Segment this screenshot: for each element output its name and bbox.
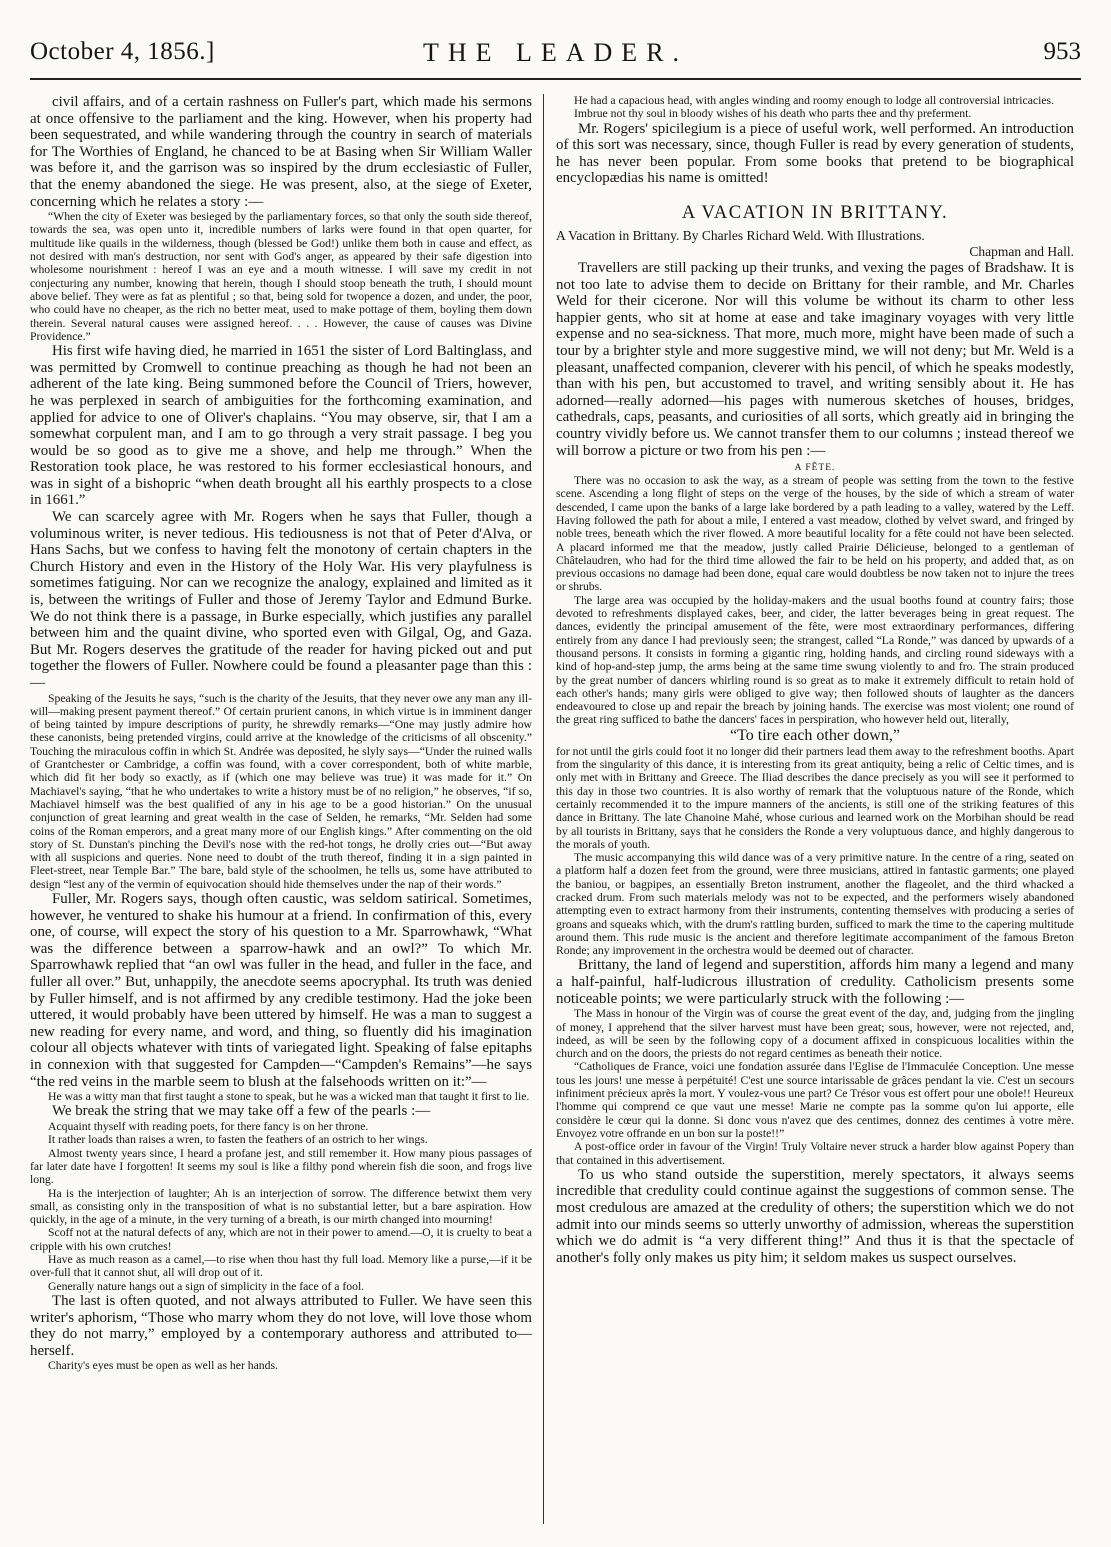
publisher-line: Chapman and Hall.	[969, 243, 1074, 259]
body-paragraph: His first wife having died, he married in 1651 the sister of Lord Baltinglass, and was permitted by Cromwell to continue preaching as though he had not been an adherent of the late king. Being summoned before the Council of Triers, however, he was perplexed in search of ambiguities for the forthcoming examination, and applied for advice to one of Oliver's chaplains. “You may observe, sir, that I am a somewhat corpulent man, and I am to go through a very strait passage. I beg you would be so good as to give me a shove, and help me through.” When the Restoration took place, he was restored to his former ecclesiastical honours, and was in sight of a bishopric “when death brought all his earthly prospects to a close in 1661.”	[30, 343, 532, 509]
quoted-paragraph: The Mass in honour of the Virgin was of course the great event of the day, and, judging from the jingling of money, I apprehend that the silver harvest must have been great; sous, however, were not rejected, and, indeed, as will be seen by the following copy of a document affixed in conspicuous localities within the church and on the doors, the priests do not regard centimes as beneath their notice.	[556, 1007, 1074, 1061]
quoted-paragraph: There was no occasion to ask the way, as a stream of people was setting from the town to the festive scene. Ascending a long flight of steps on the verge of the houses, by the side of which a stream of water descended, I came upon the banks of a large lake bordered by a path leading to a valley, watered by the Leff. Having followed the path for about a mile, I entered a vast meadow, clothed by velvet sward, and fringed by noble trees, beneath which the river flowed. A more beautiful locality for a fête could not have been selected. A placard informed me that the meadow, justly called Prairie Délicieuse, belonged to a gentleman of Châtelaudren, who had for the third time allowed the fair to be held on his property, and added that, as on previous occasions no damage had been done, equal care would doubtless be now taken not to injure the trees or shrubs.	[556, 474, 1074, 594]
newspaper-title: THE LEADER.	[422, 38, 689, 67]
quoted-paragraph: Generally nature hangs out a sign of simplicity in the face of a fool.	[48, 1279, 365, 1293]
quoted-paragraph: Speaking of the Jesuits he says, “such is the charity of the Jesuits, that they never owe any man any ill-will—making present payment thereof.” Of certain prurient canons, in which virtue is in imminent danger of being tainted by impure descriptions of purity, he shrewdly remarks—“One may justly admire how these canonists, being pretended virgins, could arrive at the knowledge of the criticisms of all obscenity.” Touching the miraculous coffin in which St. Andrée was deposited, he slyly says—“Under the ruined walls of Grantchester or Cambridge, a coffin was found, with a cover correspondent, both of white marble, which did fit her body so exactly, as if (which one may believe was true) it was made for it.” On Machiavel's saying, “that he who undertakes to write a history must be of no religion,” he observes, “if so, Machiavel himself was the best qualified of any in his age to be a good historian.” On the unusual conjunction of great learning and great wealth in the case of Selden, he remarks, “Mr. Selden had some coins of the Roman emperors, and a great many more of our English kings.” After commenting on the old story of St. Dunstan's pinching the Devil's nose with the red-hot tongs, he drolly cries out—“But away with all suspicions and queries. None need to doubt of the truth thereof, finding it in a sign painted in Fleet-street, near Temple Bar.” The bare, bald style of the schoolmen, he tells us, some have attributed to design “lest any of the vermin of equivocation should hide themselves under the nap of their words.”	[30, 691, 532, 891]
quoted-paragraph: He was a witty man that first taught a stone to speak, but he was a wicked man that taught it first to lie.	[48, 1090, 530, 1104]
masthead	[30, 38, 1081, 80]
body-paragraph: civil affairs, and of a certain rashness on Fuller's part, which made his sermons at once offensive to the parliament and the king. However, when his property had been sequestrated, and while wandering through the country in search of materials for The Worthies of England, he chanced to be at Basing when Sir William Waller was before it, and the garrison was so inspired by the drum ecclesiastic of Fuller, that the enemy abandoned the siege. He was present, also, at the siege of Exeter, concerning which he relates a story :—	[30, 94, 532, 210]
quoted-paragraph: Acquaint thyself with reading poets, for there fancy is on her throne.	[48, 1120, 369, 1134]
right-column	[556, 94, 1074, 1534]
quoted-paragraph: Scoff not at the natural defects of any, which are not in their power to amend.—O, it is cruelty to beat a cripple with his own crutches!	[30, 1226, 532, 1253]
body-paragraph: Travellers are still packing up their trunks, and vexing the pages of Bradshaw. It is not too late to advise them to decide on Brittany for their ramble, and Mr. Charles Weld for their cicerone. Nor will this volume be without its charm to other less happier gents, who sit at home at ease and take imaginary voyages with very little expense and no sea-sickness. That more, much more, might have been made of such a tour by a brighter style and more suggestive mind, we will not deny; but Mr. Weld is a pleasant, unaffected companion, cleverer with his pencil, of which he speaks modestly, than with his pen, but accustomed to travel, and writing sensibly about it. He has adorned—really adorned—his pages with numerous sketches of houses, bridges, cathedrals, caps, peasants, and curiosities of all sorts, which greatly aid in bringing the country vividly before us. We cannot transfer them to our columns ; instead thereof we will borrow a picture or two from his pen :—	[556, 259, 1074, 459]
verse-line: “To tire each other down,”	[730, 726, 900, 744]
body-paragraph: We can scarcely agree with Mr. Rogers when he says that Fuller, though a voluminous writer, is never tedious. His tediousness is not that of Peter d'Alva, or Hans Sachs, but we confess to having felt the monotony of certain chapters in the Church History and even in the History of the Holy War. His very playfulness is sometimes fatiguing. Nor can we recognize the analogy, explained and limited as it is, between the writings of Fuller and those of Jeremy Taylor and Edmund Burke. We do not think there is a passage, in Burke especially, which justifies any parallel between him and the quaint divine, who sported even with Gilgal, Og, and Gaza. But Mr. Rogers deserves the gratitude of the reader for having picked out and put together the flowers of Fuller. Nowhere could be found a pleasanter page than this :—	[30, 509, 532, 691]
quoted-paragraph: Almost twenty years since, I heard a profane jest, and still remember it. How many pious passages of far later date have I forgotten! It seems my soul is like a filthy pond wherein fish die soon, and frogs live long.	[30, 1146, 532, 1187]
quoted-paragraph: It rather loads than raises a wren, to fasten the feathers of an ostrich to her wings.	[48, 1133, 428, 1147]
quoted-paragraph: The large area was occupied by the holiday-makers and the usual booths found at country fairs; those devoted to refreshments displayed cakes, beer, and cider, the latter beverages being in great request. The dances, evidently the principal amusement of the fête, were most extraordinary performances, differing entirely from any dance I had previously seen; the strangest, called “La Ronde,” was danced by upwards of a thousand persons. It consists in forming a gigantic ring, holding hands, and circling round sideways with a kind of hop-and-step jump, the arms being at the same time swung violently to and fro. The strain produced by the great number of dancers whirling round is so great as to make it extremely difficult to retain hold of each other's hands; many girls were obliged to give way; then followed shouts of laughter as the dancers endeavoured to close up and repair the breach by joining hands. The exercise was most violent; one round of the great ring sufficed to bathe the dancers' faces in perspiration, who however held out, literally,	[556, 593, 1074, 727]
article-heading: A VACATION IN BRITTANY.	[681, 202, 949, 223]
quoted-paragraph: The music accompanying this wild dance was of a very primitive nature. In the centre of a ring, seated on a platform half a dozen feet from the ground, were three musicians, attired in fantastic garments; one played the baniou, or bagpipes, an essentially Breton instrument, another the flageolet, and the third whacked a cracked drum. From such materials melody was not to be expected, and the performers wisely abandoned attempting even to extract harmony from their instruments, contenting themselves with producing a series of groans and squeaks which, with the drum's rattling burden, sufficed to mark the time to the capering multitude around them. This rude music is the ancient and therefore legitimate accompaniment of the famous Breton Ronde; any improvement in the orchestra would be deemed out of character.	[556, 851, 1074, 958]
body-paragraph: To us who stand outside the superstition, merely spectators, it always seems incredible that credulity could continue against the suggestions of common sense. The most credulous are amazed at the credulity of others; the superstition which we do not admit into our minds seems so utterly unworthy of admission, whereas the superstition which we do admit is “a very different thing!” And thus it is that the spectacle of another's folly only makes us pity him; it seldom makes us suspect ourselves.	[556, 1166, 1074, 1266]
quoted-paragraph: He had a capacious head, with angles winding and roomy enough to lodge all controversial intricacies.	[574, 94, 1055, 107]
column-rule	[543, 94, 544, 1524]
body-paragraph: Brittany, the land of legend and superstition, affords him many a legend and many a half-painful, half-ludicrous illustration of credulity. Catholicism presents some noticeable points; we were particularly struck with the following :—	[556, 957, 1074, 1007]
quoted-paragraph: A post-office order in favour of the Virgin! Truly Voltaire never struck a harder blow against Popery than that contained in this advertisement.	[556, 1140, 1074, 1167]
body-paragraph: Fuller, Mr. Rogers says, though often caustic, was seldom satirical. Sometimes, however, he ventured to shake his humour at a friend. In confirmation of this, every one, of course, will expect the story of his question to a Mr. Sparrowhawk, “What was the difference between a sparrow-hawk and an owl?” To which Mr. Sparrowhawk replied that “an owl was fuller in the head, and fuller in the face, and fuller all over.” But, unhappily, the anecdote seems apocryphal. Its truth was denied by Fuller himself, and is not affirmed by any credible testimony. Had the joke been uttered, it would probably have been uttered by himself. He was a man to suggest a new reading for every name, and word, and thing, so fluently did his imagination colour all objects whatever with tints of variegated light. Speaking of false epitaphs in connexion with that suggested for Campden—“Campden's Remains”—he says “the red veins in the marble seem to blush at the falsehoods written on it:”—	[30, 891, 532, 1090]
quoted-paragraph: “Catholiques de France, voici une fondation assurée dans l'Eglise de l'Immaculée Conception. Une messe tous les jours! une messe à perpétuité! C'est une source intarissable de grâces pendant la vie. C'est un secours infiniment précieux après la mort. Y voulez-vous une part? Ce Trésor vous est offert pour une obole!! Heureux l'homme qui comprend ce que vaut une messe! Marie ne compte pas la somme qu'on lui apporte, elle considère le cœur qui la donne. Si donc vous n'avez que des centimes, donnez des centimes à votre mère. Envoyez votre offrande en un bon sur la poste!!”	[556, 1060, 1074, 1140]
quoted-paragraph: for not until the girls could foot it no longer did their partners lead them away to the refreshment booths. Apart from the singularity of this dance, it is interesting from its great antiquity, being a relic of Celtic times, and is only met with in Brittany and Greece. The Iliad describes the dance precisely as you will see it performed to this day in those two countries. It is also worthy of remark that the voluptuous nature of the Ronde, which certainly recommended it to the impure manners of the ancients, is still one of the striking features of this dance in Brittany. The late Chanoine Mahé, whose curious and learned work on the Morbihan should be read by all tourists in Brittany, says that he considers the Ronde a very voluptuous dance, and highly dangerous to the morals of youth.	[556, 744, 1074, 851]
body-paragraph: We break the string that we may take off a few of the pearls :—	[52, 1103, 431, 1120]
left-column	[30, 94, 532, 1534]
body-paragraph: The last is often quoted, and not always attributed to Fuller. We have seen this writer's aphorism, “Those who marry whom they do not love, will love those whom they do not marry,” employed by a contemporary authoress and attributed to—herself.	[30, 1292, 532, 1359]
body-paragraph: Mr. Rogers' spicilegium is a piece of useful work, well performed. An introduction of this sort was necessary, since, though Fuller is read by every generation of students, he has never been popular. From some books that pretend to be biographical encyclopædias his name is omitted!	[556, 120, 1074, 187]
quoted-paragraph: “When the city of Exeter was besieged by the parliamentary forces, so that only the south side thereof, towards the sea, was open unto it, incredible numbers of larks were found in that open quarter, for multitude like quails in the wilderness, though (blessed be God!) unlike them both in cause and effect, as not desired with man's destruction, nor sent with God's anger, as appeared by their safe digestion into wholesome nourishment : hereof I was an eye and a mouth witnesse. I will save my credit in not conjecturing any number, knowing that herein, though I should stoop beneath the truth, I should mount above belief. They were as fat as plentiful ; so that, being sold for twopence a dozen, and under, the poor, who could have no cheaper, as the rich no better meat, used to make pottage of them, boyling them down therein. Several natural causes were assigned hereof. . . . However, the cause of causes was Divine Providence.”	[30, 210, 532, 343]
issue-date: October 4, 1856.]	[30, 38, 215, 65]
quoted-paragraph: Have as much reason as a camel,—to rise when thou hast thy full load. Memory like a purse,—if it be over-full that it cannot shut, all will drop out of it.	[30, 1253, 532, 1280]
quoted-paragraph: Charity's eyes must be open as well as her hands.	[48, 1359, 278, 1373]
quoted-paragraph: Imbrue not thy soul in bloody wishes of his death who parts thee and thy preferment.	[574, 107, 972, 121]
section-subhead: A FÊTE.	[794, 463, 836, 474]
quoted-paragraph: Ha is the interjection of laughter; Ah is an interjection of sorrow. The difference betwixt them very small, as consisting only in the transposition of what is no substantial letter, but a bare aspiration. How quickly, in the age of a minute, in the very turning of a breath, is our mirth changed into mourning!	[30, 1186, 532, 1227]
book-byline: A Vacation in Brittany. By Charles Richard Weld. With Illustrations.	[556, 227, 925, 243]
page-number: 953	[1043, 38, 1081, 65]
